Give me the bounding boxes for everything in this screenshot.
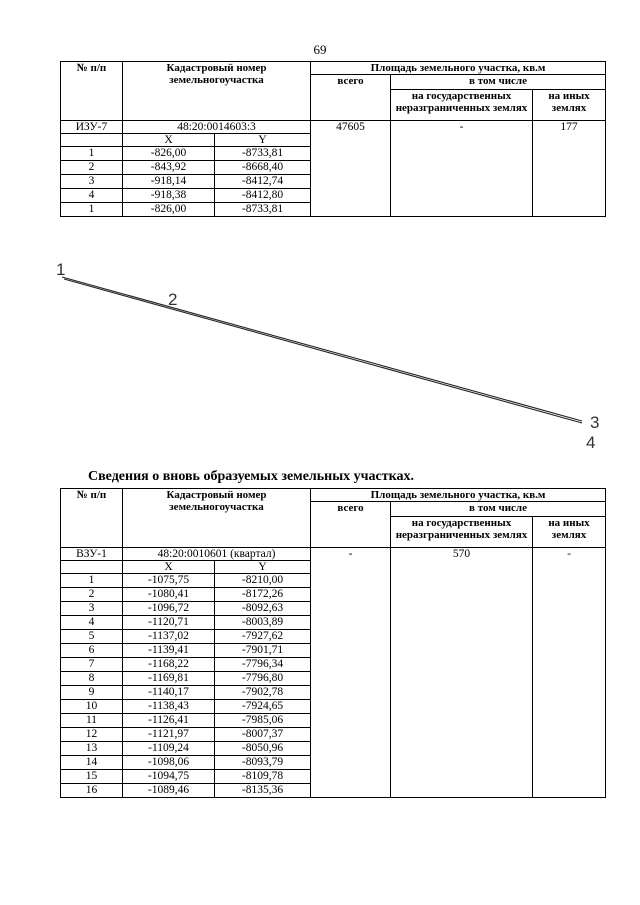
point-number: 5 — [61, 630, 123, 644]
point-number: 9 — [61, 686, 123, 700]
point-y: -8007,37 — [215, 728, 311, 742]
plan-label-4: 4 — [586, 433, 596, 452]
point-number: 16 — [61, 784, 123, 798]
point-number: 6 — [61, 644, 123, 658]
point-x: -1075,75 — [123, 574, 215, 588]
header-num: № п/п — [61, 62, 123, 121]
point-x: -826,00 — [123, 203, 215, 217]
coordinate-header-blank — [61, 134, 123, 147]
point-y: -7901,71 — [215, 644, 311, 658]
point-y: -8003,89 — [215, 616, 311, 630]
cadastral-number: 48:20:0010601 (квартал) — [123, 548, 311, 561]
new-parcel-table — [60, 488, 606, 798]
point-y: -8135,36 — [215, 784, 311, 798]
point-y: -7796,80 — [215, 672, 311, 686]
point-y: -8412,80 — [215, 189, 311, 203]
point-y: -8093,79 — [215, 756, 311, 770]
coordinate-header-y: Y — [215, 561, 311, 574]
point-y: -7924,65 — [215, 700, 311, 714]
point-x: -1089,46 — [123, 784, 215, 798]
point-x: -1138,43 — [123, 700, 215, 714]
cadastral-number: 48:20:0014603:3 — [123, 121, 311, 134]
header-including: в том числе — [391, 502, 606, 517]
point-x: -1096,72 — [123, 602, 215, 616]
parcel-row — [61, 548, 606, 561]
parcel-id: ВЗУ-1 — [61, 548, 123, 561]
area-other-lands: - — [533, 548, 606, 798]
section-title: Сведения о вновь образуемых земельных участках. — [88, 469, 414, 484]
area-other-lands: 177 — [533, 121, 606, 217]
point-y: -8733,81 — [215, 147, 311, 161]
point-y: -7796,34 — [215, 658, 311, 672]
point-x: -1168,22 — [123, 658, 215, 672]
header-total: всего — [311, 502, 391, 548]
point-number: 1 — [61, 574, 123, 588]
point-x: -1126,41 — [123, 714, 215, 728]
point-number: 10 — [61, 700, 123, 714]
point-y: -8050,96 — [215, 742, 311, 756]
point-x: -1121,97 — [123, 728, 215, 742]
plan-label-2: 2 — [168, 290, 178, 309]
point-x: -918,14 — [123, 175, 215, 189]
coordinate-header-x: X — [123, 134, 215, 147]
point-y: -8172,26 — [215, 588, 311, 602]
point-x: -1137,02 — [123, 630, 215, 644]
point-number: 15 — [61, 770, 123, 784]
point-number: 13 — [61, 742, 123, 756]
point-x: -1080,41 — [123, 588, 215, 602]
area-total: - — [311, 548, 391, 798]
header-state-lands: на государственных неразграниченных землях — [391, 90, 533, 121]
point-x: -1169,81 — [123, 672, 215, 686]
point-number: 2 — [61, 588, 123, 602]
point-number: 8 — [61, 672, 123, 686]
point-x: -1139,41 — [123, 644, 215, 658]
point-y: -8733,81 — [215, 203, 311, 217]
header-cadastral: Кадастровый номер земельногоучастка — [123, 62, 311, 121]
point-y: -8668,40 — [215, 161, 311, 175]
existing-parcel-table — [60, 61, 606, 217]
point-number: 12 — [61, 728, 123, 742]
point-y: -7927,62 — [215, 630, 311, 644]
point-x: -1094,75 — [123, 770, 215, 784]
header-other-lands: на иных землях — [533, 517, 606, 548]
header-num: № п/п — [61, 489, 123, 548]
header-cadastral: Кадастровый номер земельногоучастка — [123, 489, 311, 548]
point-y: -7902,78 — [215, 686, 311, 700]
header-other-lands: на иных землях — [533, 90, 606, 121]
parcel-row — [61, 121, 606, 134]
page-number: 69 — [313, 42, 327, 57]
point-x: -1109,24 — [123, 742, 215, 756]
point-x: -918,38 — [123, 189, 215, 203]
point-number: 1 — [61, 147, 123, 161]
point-number: 3 — [61, 602, 123, 616]
parcel-plan-drawing — [0, 255, 640, 455]
area-state-lands: 570 — [391, 548, 533, 798]
point-number: 3 — [61, 175, 123, 189]
point-number: 2 — [61, 161, 123, 175]
point-number: 11 — [61, 714, 123, 728]
parcel-id: ИЗУ-7 — [61, 121, 123, 134]
plan-label-1: 1 — [56, 260, 66, 279]
plan-boundary-line-inner — [64, 279, 582, 423]
coordinate-header-blank — [61, 561, 123, 574]
coordinate-header-x: X — [123, 561, 215, 574]
point-number: 7 — [61, 658, 123, 672]
point-x: -826,00 — [123, 147, 215, 161]
coordinate-header-y: Y — [215, 134, 311, 147]
point-x: -1098,06 — [123, 756, 215, 770]
point-y: -8109,78 — [215, 770, 311, 784]
header-state-lands: на государственных неразграниченных землях — [391, 517, 533, 548]
point-x: -843,92 — [123, 161, 215, 175]
point-y: -7985,06 — [215, 714, 311, 728]
point-number: 4 — [61, 616, 123, 630]
point-y: -8412,74 — [215, 175, 311, 189]
plan-label-3: 3 — [590, 413, 600, 432]
point-number: 4 — [61, 189, 123, 203]
point-x: -1140,17 — [123, 686, 215, 700]
point-x: -1120,71 — [123, 616, 215, 630]
header-including: в том числе — [391, 75, 606, 90]
area-state-lands: - — [391, 121, 533, 217]
header-area: Площадь земельного участка, кв.м — [311, 62, 606, 75]
plan-boundary-line — [62, 277, 582, 421]
point-y: -8210,00 — [215, 574, 311, 588]
header-total: всего — [311, 75, 391, 121]
area-total: 47605 — [311, 121, 391, 217]
point-number: 14 — [61, 756, 123, 770]
point-y: -8092,63 — [215, 602, 311, 616]
point-number: 1 — [61, 203, 123, 217]
header-area: Площадь земельного участка, кв.м — [311, 489, 606, 502]
